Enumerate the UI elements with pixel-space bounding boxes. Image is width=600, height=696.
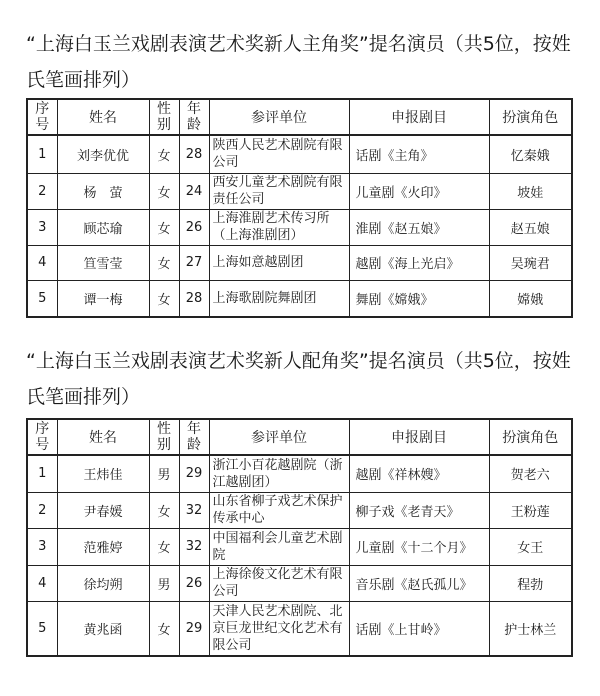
cell-role: 程勃 [489,565,572,601]
cell-age: 32 [179,492,209,528]
col-header-role: 扮演角色 [489,419,572,455]
cell-no: 4 [27,245,57,280]
cell-role: 赵五娘 [489,209,572,245]
table-header-row [27,99,572,135]
cell-name: 顾芯瑜 [57,209,149,245]
cell-play: 儿童剧《十二个月》 [349,528,489,565]
col-header-unit: 参评单位 [209,419,349,455]
cell-unit: 陕西人民艺术剧院有限公司 [209,135,349,173]
cell-gender: 男 [149,565,179,601]
cell-no: 1 [27,135,57,173]
cell-role: 嫦娥 [489,280,572,317]
cell-unit: 上海如意越剧团 [209,245,349,280]
cell-age: 29 [179,455,209,492]
supporting-actor-nominee-table [26,418,573,657]
cell-no: 5 [27,280,57,317]
cell-play: 话剧《上甘岭》 [349,601,489,656]
cell-play: 柳子戏《老青天》 [349,492,489,528]
cell-gender: 女 [149,601,179,656]
cell-no: 3 [27,528,57,565]
cell-gender: 女 [149,245,179,280]
cell-unit: 上海淮剧艺术传习所（上海淮剧团） [209,209,349,245]
table-row [27,601,572,656]
col-header-gender: 性别 [149,419,179,455]
col-header-role: 扮演角色 [489,99,572,135]
table-row [27,209,572,245]
cell-gender: 女 [149,209,179,245]
cell-play: 话剧《主角》 [349,135,489,173]
cell-no: 3 [27,209,57,245]
cell-unit: 天津人民艺术剧院、北京巨龙世纪文化艺术有限公司 [209,601,349,656]
cell-age: 32 [179,528,209,565]
cell-gender: 女 [149,528,179,565]
cell-name: 尹春媛 [57,492,149,528]
table-row [27,280,572,317]
cell-age: 28 [179,280,209,317]
cell-play: 舞剧《嫦娥》 [349,280,489,317]
table-row [27,528,572,565]
cell-name: 徐均朔 [57,565,149,601]
cell-gender: 男 [149,455,179,492]
cell-name: 谭一梅 [57,280,149,317]
cell-unit: 中国福利会儿童艺术剧院 [209,528,349,565]
cell-no: 1 [27,455,57,492]
cell-gender: 女 [149,492,179,528]
cell-age: 29 [179,601,209,656]
cell-play: 越剧《海上光启》 [349,245,489,280]
cell-role: 贺老六 [489,455,572,492]
table-header-row [27,419,572,455]
cell-name: 王炜佳 [57,455,149,492]
col-header-no: 序号 [27,99,57,135]
cell-role: 护士林兰 [489,601,572,656]
col-header-play: 申报剧目 [349,419,489,455]
cell-name: 笪雪莹 [57,245,149,280]
cell-play: 音乐剧《赵氏孤儿》 [349,565,489,601]
cell-role: 忆秦娥 [489,135,572,173]
cell-no: 5 [27,601,57,656]
table-row [27,173,572,209]
lead-actor-nominee-table [26,98,573,318]
cell-unit: 上海歌剧院舞剧团 [209,280,349,317]
cell-age: 26 [179,209,209,245]
cell-unit: 浙江小百花越剧院（浙江越剧团） [209,455,349,492]
cell-age: 28 [179,135,209,173]
cell-age: 27 [179,245,209,280]
col-header-age: 年龄 [179,419,209,455]
cell-name: 杨 萤 [57,173,149,209]
cell-no: 4 [27,565,57,601]
cell-unit: 山东省柳子戏艺术保护传承中心 [209,492,349,528]
col-header-name: 姓名 [57,419,149,455]
cell-no: 2 [27,173,57,209]
table-row [27,135,572,173]
cell-gender: 女 [149,280,179,317]
table-row [27,455,572,492]
cell-gender: 女 [149,135,179,173]
cell-name: 范雅婷 [57,528,149,565]
cell-play: 淮剧《赵五娘》 [349,209,489,245]
col-header-name: 姓名 [57,99,149,135]
col-header-gender: 性别 [149,99,179,135]
cell-play: 越剧《祥林嫂》 [349,455,489,492]
cell-role: 王粉莲 [489,492,572,528]
col-header-unit: 参评单位 [209,99,349,135]
cell-age: 26 [179,565,209,601]
col-header-age: 年龄 [179,99,209,135]
cell-gender: 女 [149,173,179,209]
section2-heading: “上海白玉兰戏剧表演艺术奖新人配角奖”提名演员（共5位，按姓氏笔画排列） [26,350,571,408]
cell-name: 刘李优优 [57,135,149,173]
section1-heading: “上海白玉兰戏剧表演艺术奖新人主角奖”提名演员（共5位，按姓氏笔画排列） [26,33,571,91]
cell-no: 2 [27,492,57,528]
cell-name: 黄兆函 [57,601,149,656]
col-header-play: 申报剧目 [349,99,489,135]
cell-unit: 西安儿童艺术剧院有限责任公司 [209,173,349,209]
cell-play: 儿童剧《火印》 [349,173,489,209]
cell-role: 女王 [489,528,572,565]
table-row [27,492,572,528]
cell-role: 坡娃 [489,173,572,209]
col-header-no: 序号 [27,419,57,455]
table-row [27,245,572,280]
table-row [27,565,572,601]
cell-unit: 上海徐俊文化艺术有限公司 [209,565,349,601]
cell-age: 24 [179,173,209,209]
cell-role: 吴琬君 [489,245,572,280]
